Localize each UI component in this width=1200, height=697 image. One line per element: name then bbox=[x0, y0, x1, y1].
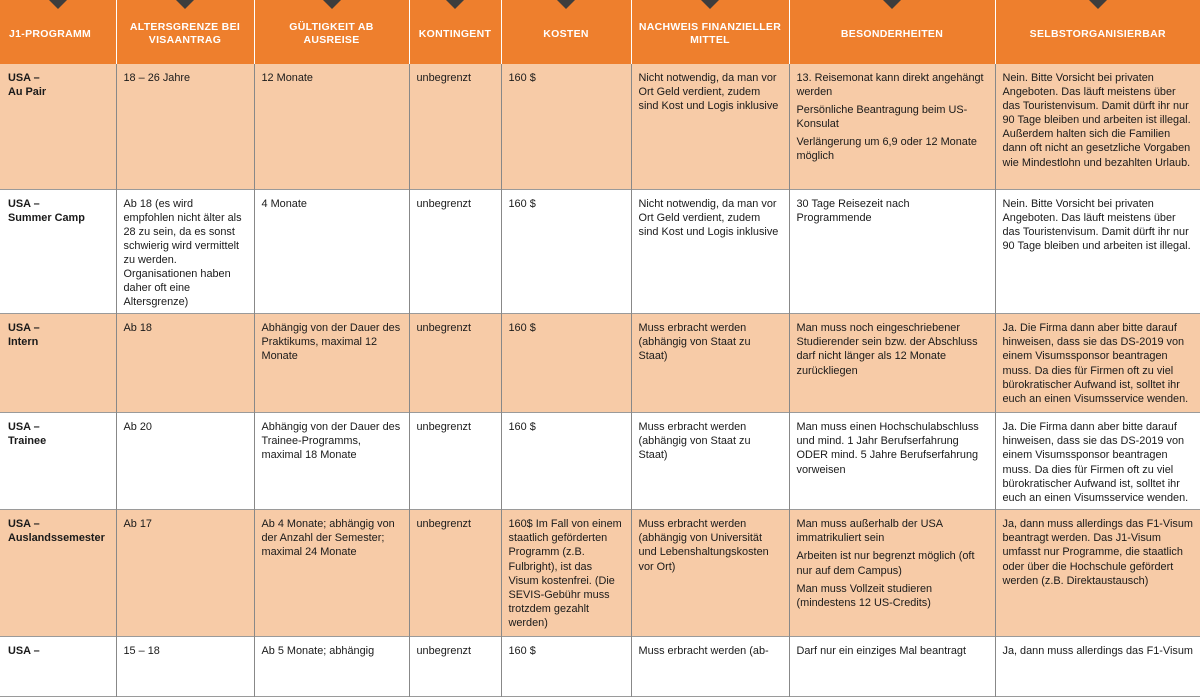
quota-cell: unbegrenzt bbox=[409, 637, 501, 697]
table-header-row bbox=[0, 0, 1200, 64]
age-cell: Ab 18 bbox=[116, 314, 254, 413]
cost-cell: 160 $ bbox=[501, 637, 631, 697]
validity-cell: Ab 4 Monate; abhängig von der Anzahl der Semester; maximal 24 Monate bbox=[254, 510, 409, 637]
funds-cell: Muss erbracht werden (abhängig von Staat zu Staat) bbox=[631, 314, 789, 413]
features-cell bbox=[789, 314, 995, 413]
validity-cell: 12 Monate bbox=[254, 64, 409, 189]
features-cell bbox=[789, 510, 995, 637]
features-cell bbox=[789, 64, 995, 189]
funds-cell: Muss erbracht werden (ab- bbox=[631, 637, 789, 697]
validity-cell: Abhängig von der Dauer des Trainee-Programms, maximal 18 Monate bbox=[254, 413, 409, 510]
header-pointer-icon bbox=[176, 0, 194, 9]
table-row bbox=[0, 510, 1200, 637]
program-cell: USA – Trainee bbox=[0, 413, 116, 510]
age-cell: 18 – 26 Jahre bbox=[116, 64, 254, 189]
quota-cell: unbegrenzt bbox=[409, 510, 501, 637]
age-cell: Ab 18 (es wird empfohlen nicht älter als 28 zu sein, da es sonst schwierig wird vermittelt zu werden. Organisationen haben daher oft eine Altersgrenze) bbox=[116, 189, 254, 314]
header-nachweis-finanzieller-mittel: NACHWEIS FINANZIELLER MITTEL bbox=[631, 0, 789, 64]
feature-item: Arbeiten ist nur begrenzt möglich (oft nur auf dem Campus) bbox=[796, 550, 975, 577]
self-organizable-cell: Ja. Die Firma dann aber bitte darauf hinweisen, dass sie das DS-2019 von einem Visumssponsor beantragen muss. Da dies für Firmen oft zu viel bürokratischer Aufwand ist, solltet ihr euch an einen Visumsservice wenden. bbox=[995, 413, 1200, 510]
self-organizable-cell: Nein. Bitte Vorsicht bei privaten Angeboten. Das läuft meistens über das Touristenvisum. Damit dürft ihr nur 90 Tage bleiben und arbeiten ist illegal. bbox=[995, 189, 1200, 314]
header-pointer-icon bbox=[49, 0, 67, 9]
program-cell: USA – Auslandssemester bbox=[0, 510, 116, 637]
header-pointer-icon bbox=[883, 0, 901, 9]
cost-cell: 160$ Im Fall von einem staatlich geförderten Programm (z.B. Fulbright), ist das Visum kostenfrei. (Die SEVIS-Gebühr muss trotzdem gezahlt werden) bbox=[501, 510, 631, 637]
funds-cell: Nicht notwendig, da man vor Ort Geld verdient, zudem sind Kost und Logis inklusive bbox=[631, 64, 789, 189]
table-row bbox=[0, 413, 1200, 510]
cost-cell: 160 $ bbox=[501, 413, 631, 510]
program-cell: USA – bbox=[0, 637, 116, 697]
feature-item: 30 Tage Reisezeit nach Programmende bbox=[796, 197, 910, 224]
table-row bbox=[0, 314, 1200, 413]
self-organizable-cell: Ja, dann muss allerdings das F1-Visum beantragt werden. Das J1-Visum umfasst nur Programme, die staatlich oder über die Hochschule gefördert werden (z.B. Direktaustausch) bbox=[995, 510, 1200, 637]
quota-cell: unbegrenzt bbox=[409, 314, 501, 413]
feature-item: Darf nur ein einziges Mal beantragt bbox=[796, 645, 967, 658]
validity-cell: Abhängig von der Dauer des Praktikums, maximal 12 Monate bbox=[254, 314, 409, 413]
cost-cell: 160 $ bbox=[501, 64, 631, 189]
feature-item: Verlängerung um 6,9 oder 12 Monate möglich bbox=[796, 136, 977, 163]
age-cell: 15 – 18 bbox=[116, 637, 254, 697]
funds-cell: Muss erbracht werden (abhängig von Universität und Lebenshaltungskosten vor Ort) bbox=[631, 510, 789, 637]
features-cell bbox=[789, 189, 995, 314]
feature-item: Man muss Vollzeit studieren (mindestens 12 US-Credits) bbox=[796, 582, 933, 609]
quota-cell: unbegrenzt bbox=[409, 189, 501, 314]
header-kosten: KOSTEN bbox=[501, 0, 631, 64]
self-organizable-cell: Nein. Bitte Vorsicht bei privaten Angeboten. Das läuft meistens über das Touristenvisum. Damit dürft ihr nur 90 Tage bleiben und arbeiten ist illegal. Außerdem halten sich die Familien dann oft nicht an gesetzliche Vorgaben wie Mindestlohn und bezahlten Urlaub. bbox=[995, 64, 1200, 189]
validity-cell: 4 Monate bbox=[254, 189, 409, 314]
self-organizable-cell: Ja, dann muss allerdings das F1-Visum bbox=[995, 637, 1200, 697]
program-cell: USA – Summer Camp bbox=[0, 189, 116, 314]
header-selbstorganisierbar: SELBSTORGANISIERBAR bbox=[995, 0, 1200, 64]
table-row bbox=[0, 189, 1200, 314]
age-cell: Ab 20 bbox=[116, 413, 254, 510]
header-kontingent: KONTINGENT bbox=[409, 0, 501, 64]
table-row bbox=[0, 64, 1200, 189]
program-cell: USA – Intern bbox=[0, 314, 116, 413]
age-cell: Ab 17 bbox=[116, 510, 254, 637]
funds-cell: Muss erbracht werden (abhängig von Staat zu Staat) bbox=[631, 413, 789, 510]
feature-item: Man muss noch eingeschriebener Studierender sein bzw. der Abschluss darf nicht länger als 12 Monate zurückliegen bbox=[796, 322, 978, 377]
feature-item: Persönliche Beantragung beim US-Konsulat bbox=[796, 104, 968, 131]
header-pointer-icon bbox=[323, 0, 341, 9]
features-cell bbox=[789, 637, 995, 697]
header-pointer-icon bbox=[557, 0, 575, 9]
header-pointer-icon bbox=[1089, 0, 1107, 9]
feature-item: Man muss einen Hochschulabschluss und mind. 1 Jahr Berufserfahrung ODER mind. 5 Jahre Berufserfahrung vorweisen bbox=[796, 421, 979, 476]
features-cell bbox=[789, 413, 995, 510]
cost-cell: 160 $ bbox=[501, 189, 631, 314]
quota-cell: unbegrenzt bbox=[409, 64, 501, 189]
self-organizable-cell: Ja. Die Firma dann aber bitte darauf hinweisen, dass sie das DS-2019 von einem Visumssponsor beantragen muss. Da dies für Firmen oft zu viel bürokratischer Aufwand ist, solltet ihr euch an einen Visumsservice wenden. bbox=[995, 314, 1200, 413]
quota-cell: unbegrenzt bbox=[409, 413, 501, 510]
header-gueltigkeit: GÜLTIGKEIT AB AUSREISE bbox=[254, 0, 409, 64]
feature-item: Man muss außerhalb der USA immatrikuliert sein bbox=[796, 518, 943, 545]
header-pointer-icon bbox=[701, 0, 719, 9]
validity-cell: Ab 5 Monate; abhängig bbox=[254, 637, 409, 697]
feature-item: 13. Reisemonat kann direkt angehängt werden bbox=[796, 72, 984, 99]
cost-cell: 160 $ bbox=[501, 314, 631, 413]
header-j1-programm: J1-PROGRAMM bbox=[0, 0, 116, 64]
header-besonderheiten: BESONDERHEITEN bbox=[789, 0, 995, 64]
header-altersgrenze: ALTERSGRENZE BEI VISAANTRAG bbox=[116, 0, 254, 64]
funds-cell: Nicht notwendig, da man vor Ort Geld verdient, zudem sind Kost und Logis inklusive bbox=[631, 189, 789, 314]
program-cell: USA – Au Pair bbox=[0, 64, 116, 189]
table-row bbox=[0, 637, 1200, 697]
header-pointer-icon bbox=[446, 0, 464, 9]
